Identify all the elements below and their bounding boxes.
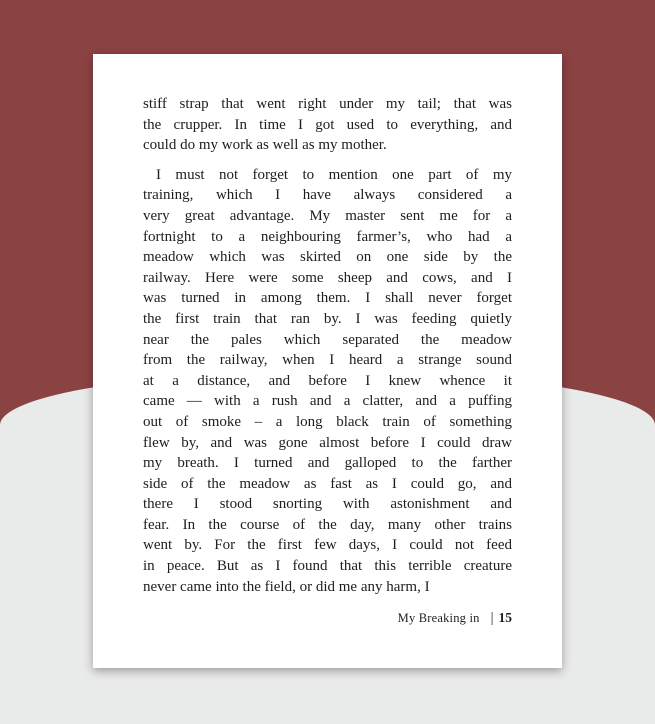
text-line: in peace. But as I found that this terrible creature <box>143 558 512 575</box>
text-line: came — with a rush and a clatter, and a puffing <box>143 393 512 410</box>
text-line: fear. In the course of the day, many other trains <box>143 516 512 533</box>
text-line: side of the meadow as fast as I could go, and <box>143 475 512 492</box>
text-line: at a distance, and before I knew whence it <box>143 372 512 389</box>
text-line: railway. Here were some sheep and cows, and I <box>143 269 512 286</box>
text-line: fortnight to a neighbouring farmer’s, who had a <box>143 228 512 245</box>
paragraph <box>143 165 512 597</box>
book-page <box>93 54 562 668</box>
text-line: I must not forget to mention one part of my <box>156 166 512 183</box>
page-text <box>93 54 562 597</box>
footer-separator: | <box>490 610 494 626</box>
text-line: out of smoke – a long black train of something <box>143 413 512 430</box>
text-line: meadow which was skirted on one side by the <box>143 249 512 266</box>
text-line: the first train that ran by. I was feeding quietly <box>143 310 512 327</box>
text-line: never came into the field, or did me any harm, I <box>143 578 430 595</box>
text-line: stiff strap that went right under my tail; that was <box>143 96 512 112</box>
text-line: flew by, and was gone almost before I could draw <box>143 434 512 451</box>
text-line: training, which I have always considered a <box>143 187 512 204</box>
text-line: there I stood snorting with astonishment and <box>143 496 512 513</box>
text-line: my breath. I turned and galloped to the farther <box>143 455 512 472</box>
text-line: was turned in among them. I shall never forget <box>143 290 512 307</box>
text-line: could do my work as well as my mother. <box>143 137 387 154</box>
page-footer <box>398 610 512 627</box>
text-line: from the railway, when I heard a strange sound <box>143 352 512 369</box>
text-line: near the pales which separated the meadow <box>143 331 512 348</box>
text-line: very great advantage. My master sent me for a <box>143 207 512 224</box>
page-number: 15 <box>498 610 512 625</box>
running-footer-chapter: My Breaking in <box>397 611 480 625</box>
paragraph <box>143 94 512 156</box>
text-line: the crupper. In time I got used to everything, and <box>143 116 512 133</box>
text-line: went by. For the first few days, I could not feed <box>143 537 512 554</box>
